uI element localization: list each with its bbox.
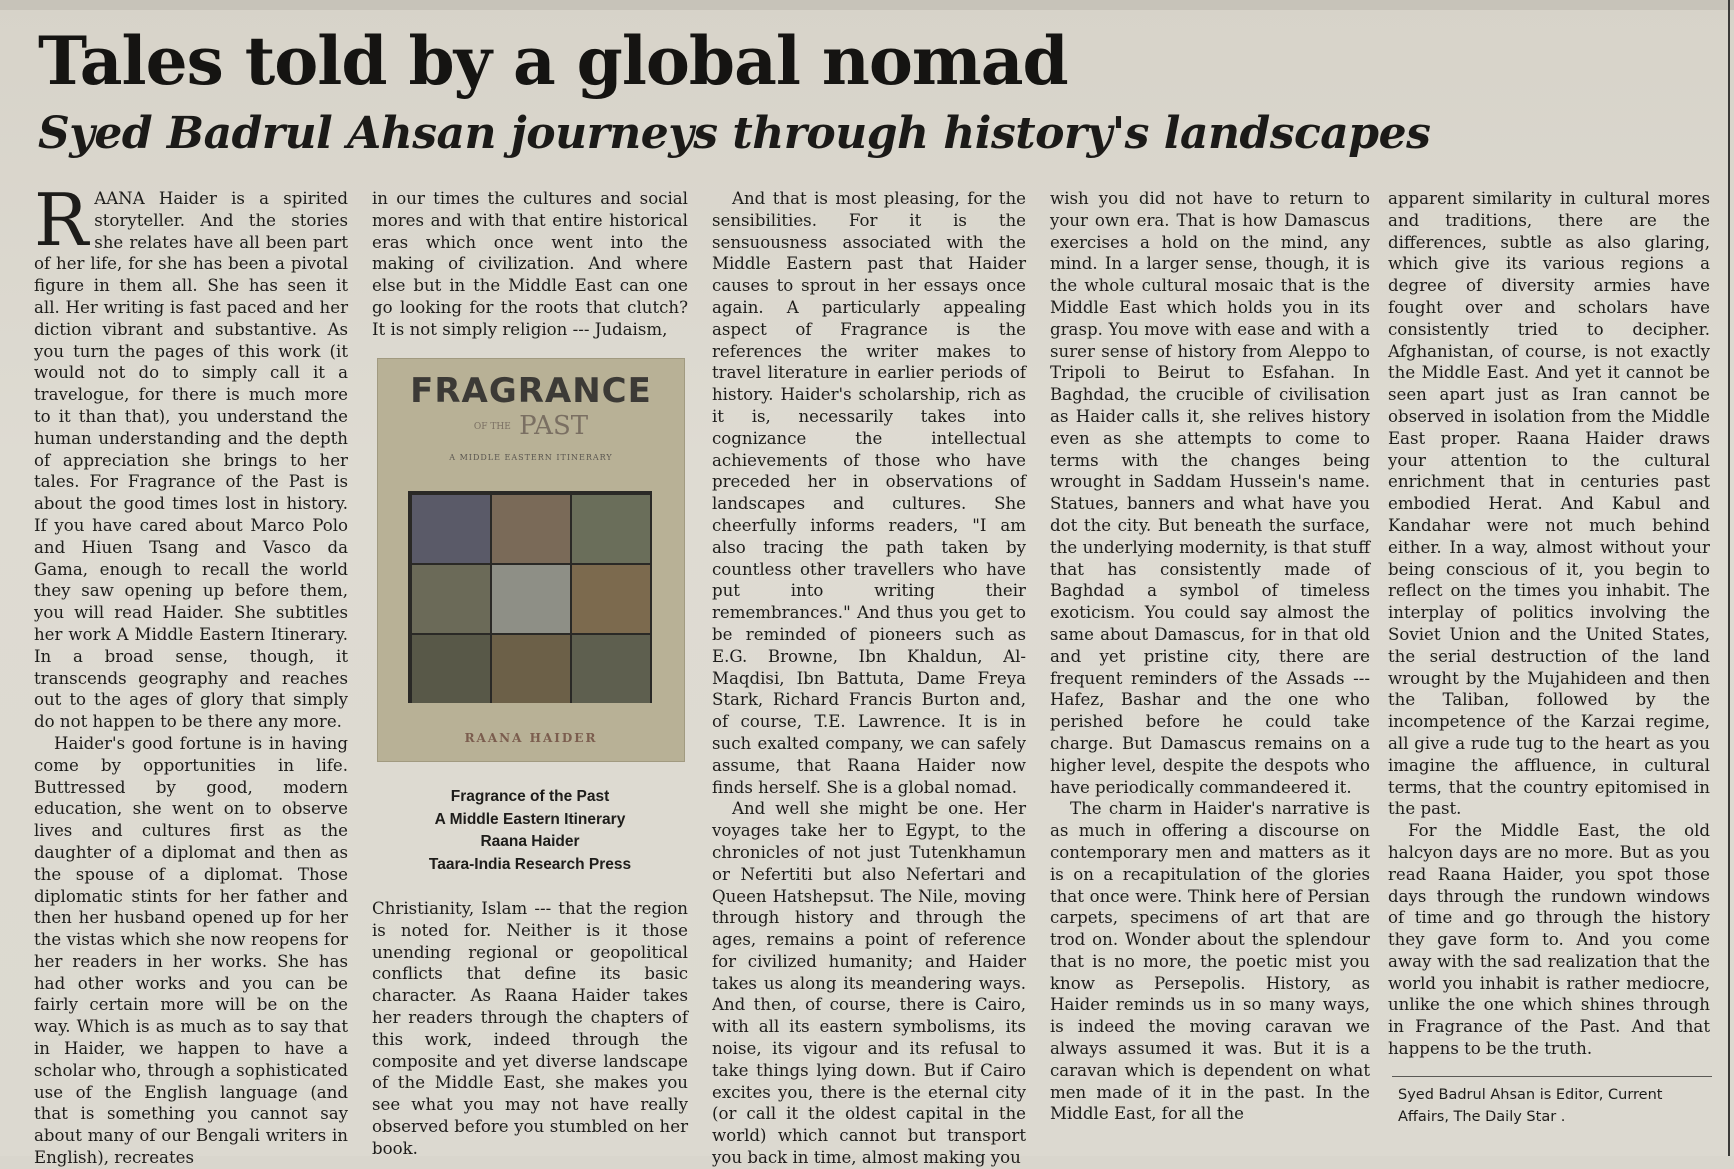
page-top-edge <box>0 0 1734 10</box>
cover-author: RAANA HAIDER <box>464 731 598 745</box>
author-byline: Syed Badrul Ahsan is Editor, Current Affairs, The Daily Star . <box>1398 1087 1663 1125</box>
cover-of-the: OF THE <box>473 422 511 432</box>
cover-art-tile <box>492 565 570 633</box>
cover-art-tile <box>572 495 650 563</box>
paragraph: wish you did not have to return to your own era. That is how Damascus exercises a hold on the mind, any mind. In a larger sense, though, it is the whole cultural mosaic that is the Middle East which holds you in its grasp. You move with ease and with a surer sense of history from Aleppo to Tripoli to Beirut to Esfahan. In Baghdad, the crucible of civilisation as Haider calls it, she relives history even as she attempts to come to terms with the changes being wrought in Saddam Hussein's name. Statues, banners and what have you dot the city. But beneath the surface, the underlying modernity, is that stuff that has consistently made of Baghdad a symbol of timeless exoticism. You could say almost the same about Damascus, for in that old and yet pristine city, there are frequent reminders of the Assads --- Hafez, Bashar and the one who perished before he could take charge. But Damascus remains on a higher level, despite the despots who have periodically commandeered it. <box>1050 189 1370 797</box>
article-column-3 <box>712 188 1026 1168</box>
paragraph-text: AANA Haider is a spirited storyteller. And the stories she relates have all been part of her life, for she has been a pivotal figure in them all. She has seen it all. Her writing is fast paced and her diction vibrant and substantive. As you turn the pages of this work (it would not do to simply call it a travelogue, for there is much more to it than that), you understand the human understanding and the depth of appreciation she brings to her tales. For Fragrance of the Past is about the good times lost in history. If you have cared about Marco Polo and Hiuen Tsang and Vasco da Gama, enough to recall the world they saw opening up before them, you will read Haider. She subtitles her work A Middle Eastern Itinerary. In a broad sense, though, it transcends geography and reaches out to the ages of glory that simply do not happen to be there any more. <box>34 189 348 732</box>
cover-subtitle <box>378 411 684 441</box>
paragraph: Christianity, Islam --- that the region is noted for. Neither is it those unending regional or geopolitical conflicts that define its basic character. As Raana Haider takes her readers through the chapters of this work, indeed through the composite and yet diverse landscape of the Middle East, she makes you see what you may not have really observed before you stumbled on her book. <box>372 899 688 1158</box>
paragraph: The charm in Haider's narrative is as much in offering a discourse on contemporary men and matters as it is on a recapitulation of the glories that once were. Think here of Persian carpets, specimens of art that are trod on. Wonder about the splendour that is no more, the poetic mist you know as Persepolis. History, as Haider reminds us in so many ways, is indeed the moving caravan we always assumed it was. But it is a caravan which is dependent on what men made of it in the past. In the Middle East, for all the <box>1050 799 1370 1124</box>
cover-artwork <box>408 491 652 703</box>
book-cover-image <box>377 358 685 762</box>
cover-art-tile <box>572 635 650 703</box>
cover-tagline: A MIDDLE EASTERN ITINERARY <box>449 453 613 462</box>
cover-past: PAST <box>519 411 589 441</box>
cover-art-tile <box>412 495 490 563</box>
caption-subtitle: A Middle Eastern Itinerary <box>434 810 626 828</box>
book-caption <box>377 786 683 876</box>
cover-art-tile <box>492 495 570 563</box>
paragraph: And that is most pleasing, for the sensibilities. For it is the sensuousness associated with the Middle Eastern past that Haider causes to sprout in her essays once again. A particularly appealing aspect of Fragrance is the references the writer makes to travel literature in earlier periods of history. Haider's scholarship, rich as it is, necessarily takes into cognizance the intellectual achievements of those who have preceded her in observations of landscapes and cultures. She cheerfully informs readers, "I am also tracing the path taken by countless other travellers who have put into writing their remembrances." And thus you get to be reminded of pioneers such as E.G. Browne, Ibn Khaldun, Al-Maqdisi, Ibn Battuta, Dame Freya Stark, Richard Francis Burton and, of course, T.E. Lawrence. It is in such exalted company, we can safely assume, that Raana Haider now finds herself. She is a global nomad. <box>712 189 1026 797</box>
article-column-4 <box>1050 188 1370 1156</box>
drop-cap: R <box>34 178 89 262</box>
paragraph: in our times the cultures and social mores and with that entire historical eras which once went into the making of civilization. And where else but in the Middle East can one go looking for the roots that clutch? It is not simply religion --- Judaism, <box>372 189 688 339</box>
headline: Tales told by a global nomad <box>38 22 1068 100</box>
paragraph: apparent similarity in cultural mores and traditions, there are the differences, subtle as also glaring, which give its various regions a degree of diversity armies have fought over and scholars have consistently tried to decipher. Afghanistan, of course, is not exactly the Middle East. And yet it cannot be seen apart just as Iran cannot be observed in isolation from the Middle East proper. Raana Haider draws your attention to the cultural enrichment that in centuries past embodied Herat. And Kabul and Kandahar were not much behind either. In a way, almost without your being conscious of it, you begin to reflect on the times you inhabit. The interplay of politics involving the Soviet Union and the United States, the serial destruction of the land wrought by the Mujahideen and then the Taliban, followed by the incompetence of the Karzai regime, all give a rude tug to the heart as you imagine the affluence, in cultural terms, that the country epitomised in the past. <box>1388 189 1710 819</box>
column-divider-rule <box>1728 0 1730 1156</box>
paragraph <box>34 178 348 733</box>
cover-art-tile <box>572 565 650 633</box>
paragraph: For the Middle East, the old halcyon days are no more. But as you read Raana Haider, you spot those days through the rundown windows of time and go through the history they gave form to. And you come away with the sad realization that the world you inhabit is rather mediocre, unlike the one which shines through in Fragrance of the Past. And that happens to be the truth. <box>1388 821 1710 1059</box>
caption-publisher: Taara-India Research Press <box>428 855 632 873</box>
subheadline: Syed Badrul Ahsan journeys through history's landscapes <box>38 108 1431 159</box>
paragraph: Haider's good fortune is in having come by opportunities in life. Buttressed by good, modern education, she went on to observe lives and cultures first as the daughter of a diplomat and then as the spouse of a diplomat. Those diplomatic stints for her father and then her husband opened up for her the vistas which she now reopens for her readers in her works. She has had other works and you can be fairly certain more will be on the way. Which is as much as to say that in Haider, we happen to have a scholar who, through a sophisticated use of the English language (and that is something you cannot say about many of our Bengali writers in English), recreates <box>34 733 348 1168</box>
cover-art-tile <box>492 635 570 703</box>
cover-art-tile <box>412 635 490 703</box>
caption-title: Fragrance of the Past <box>450 788 610 805</box>
caption-author: Raana Haider <box>480 833 580 850</box>
article-column-5 <box>1388 188 1710 1068</box>
article-column-2-top <box>372 188 688 338</box>
article-column-2-bottom <box>372 898 688 1156</box>
byline-rule <box>1392 1076 1712 1077</box>
article-column-1 <box>34 178 348 1168</box>
cover-title: FRAGRANCE <box>410 371 652 411</box>
cover-art-tile <box>412 565 490 633</box>
paragraph: And well she might be one. Her voyages take her to Egypt, to the chronicles of not just Tutenkhamun or Nefertiti but also Nefertari and Queen Hatshepsut. The Nile, moving through history and through the ages, remains a point of reference for civilized humanity; and Haider takes us along its meandering ways. And then, of course, there is Cairo, with all its eastern symbolisms, its noise, its vigour and its refusal to take things lying down. But if Cairo excites you, there is the eternal city (or call it the oldest capital in the world) which cannot but transport you back in time, almost making you <box>712 799 1026 1168</box>
